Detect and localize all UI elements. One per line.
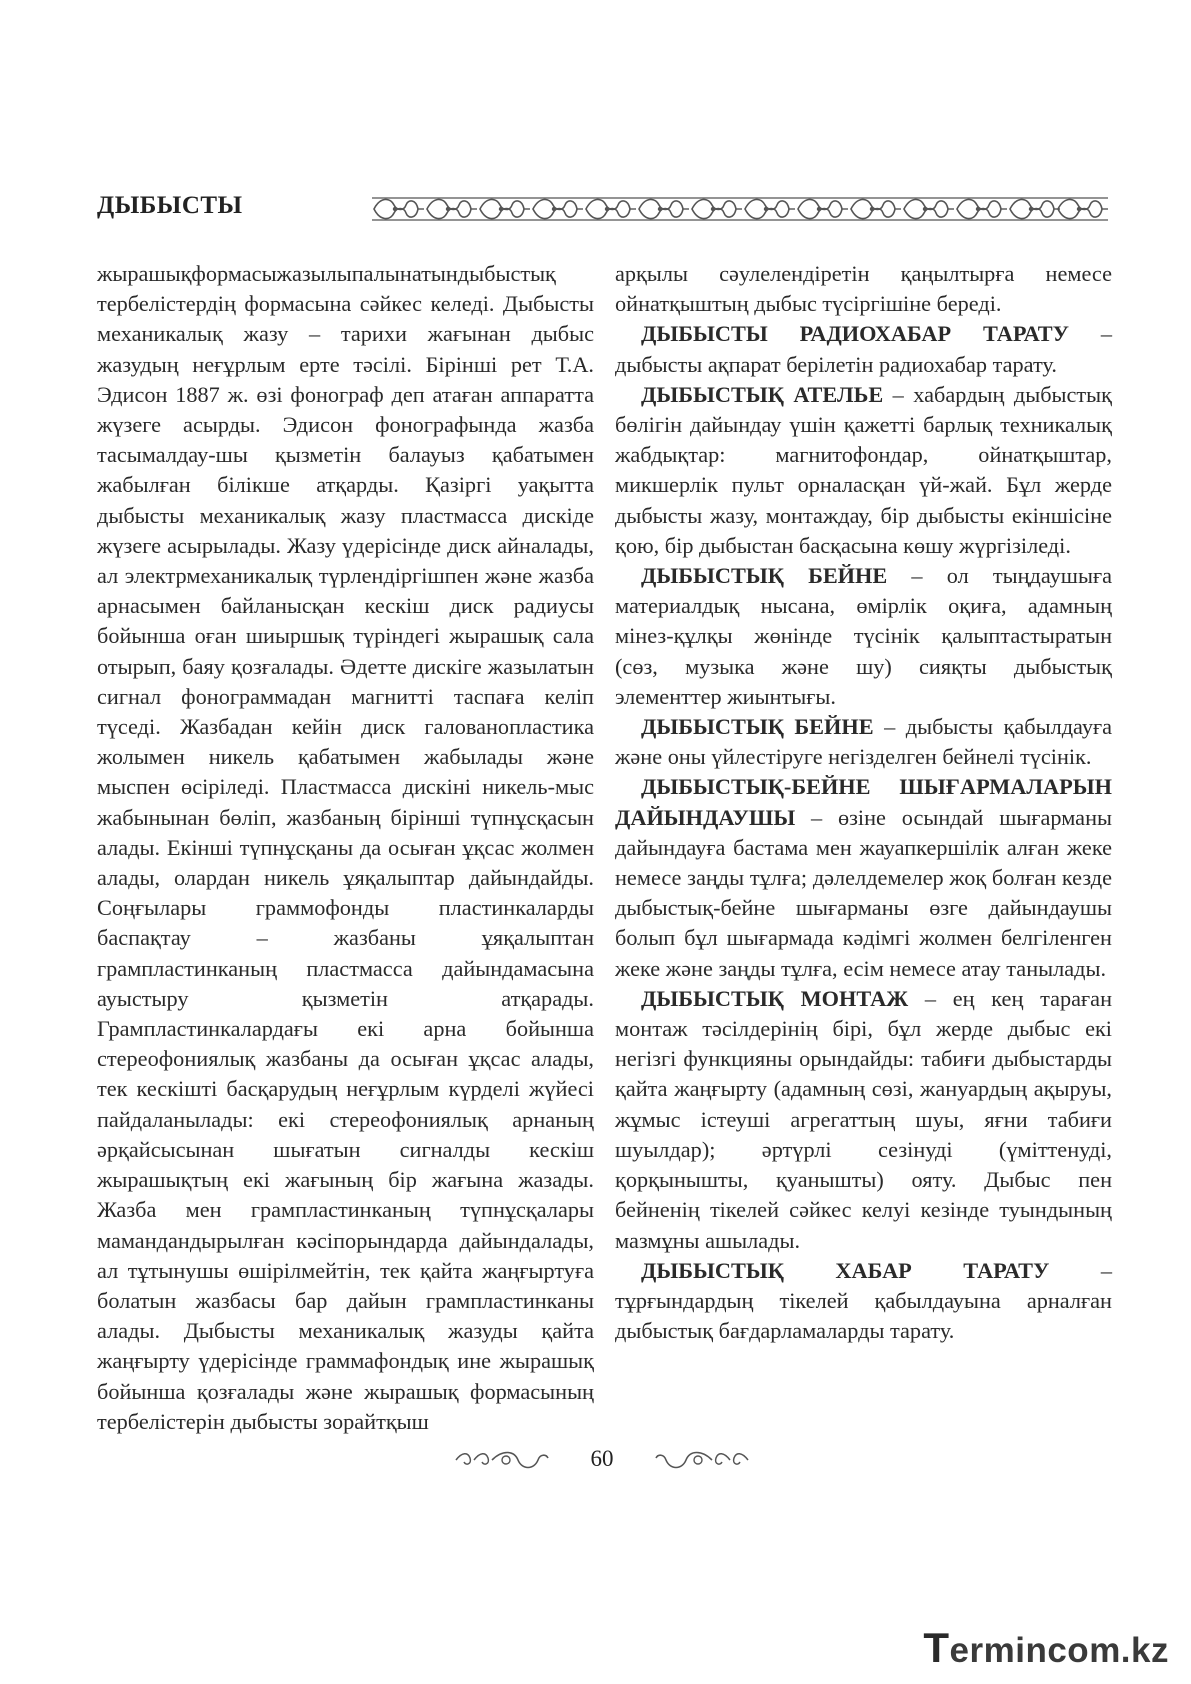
watermark-first-letter: T — [923, 1624, 950, 1671]
scroll-ornament-left-icon — [452, 1448, 552, 1472]
continuation-text: арқылы сәулелендіретін қаңылтырға немесе ойнатқыштың дыбыс түсіргішіне береді. — [615, 261, 1112, 317]
kazakh-ornament-band-icon — [372, 195, 1108, 223]
watermark-text: erminc — [949, 1631, 1068, 1670]
entry-term: ДЫБЫСТЫҚ БЕЙНЕ — [641, 714, 874, 740]
dictionary-entry — [615, 1256, 1112, 1347]
page-footer — [0, 1442, 1191, 1482]
entry-term: ДЫБЫСТЫҚ МОНТАЖ — [641, 985, 909, 1011]
entry-definition: – тұрғындардың тікелей қабылдауына арналған дыбыстық бағдарламаларды тарату. — [615, 1257, 1112, 1344]
entry-definition: – ең кең тараған монтаж тәсілдерінің бірі, бұл жерде дыбыс екі негізгі функцияны орындайды: табиғи дыбыстарды қайта жаңғырту (адамның сөзі, жануардың ақыруы, жұмыс істеуші агрегаттың шуы, яғни табиғи шуылдар); әртүрлі сезінуді (үміттенуді, қорқынышты, қуанышты) ояту. Дыбыс пен бейненің тікелей сәйкес келуі кезінде туындының мазмұны ашылады. — [615, 985, 1112, 1253]
entry-term: ДЫБЫСТЫ РАДИОХАБАР ТАРАТУ — [641, 321, 1069, 347]
dictionary-entry — [615, 984, 1112, 1256]
termincom-watermark — [923, 1624, 1169, 1672]
entry-term: ДЫБЫСТЫҚ БЕЙНЕ — [641, 563, 888, 589]
entry-term: ДЫБЫСТЫҚ ХАБАР ТАРАТУ — [641, 1257, 1050, 1283]
dictionary-entry — [615, 319, 1112, 379]
dictionary-entry — [615, 772, 1112, 983]
entry-term: ДЫБЫСТЫҚ АТЕЛЬЕ — [641, 381, 884, 407]
entry-term: ДЫБЫСТЫҚ-БЕЙНЕ ШЫҒАРМАЛАРЫН ДАЙЫНДАУШЫ — [615, 774, 1112, 830]
scroll-ornament-right-icon — [652, 1448, 752, 1472]
left-column — [97, 259, 594, 1437]
dictionary-entry — [615, 712, 1112, 772]
entry-definition: – өзіне осындай шығарманы дайындауға бастама мен жауапкершілік алған жеке немесе заңды тұлға; дәлелдемелер жоқ болған кезде дыбыстық-бейне шығарманы өзге дайындаушы болып бұл шығармада кәдімгі жолмен белгіленген жеке және заңды тұлға, есім немесе атау танылады. — [615, 804, 1112, 981]
page-number: 60 — [590, 1446, 614, 1471]
watermark-domain: m.kz — [1089, 1631, 1169, 1670]
dictionary-entry — [615, 380, 1112, 561]
right-column — [615, 259, 1112, 1346]
entry-definition: – дыбысты ақпарат берілетін радиохабар тарату. — [615, 321, 1112, 377]
entry-definition: – хабардың дыбыстық бөлігін дайындау үшін қажетті барлық техникалық жабдықтар: магнитофондар, ойнатқыштар, микшерлік пульт орналасқан үй-жай. Бұл жерде дыбысты жазу, монтаждау, бір дыбысты екіншісіне қою, бір дыбыстан басқасына көшу жүргізіледі. — [615, 381, 1112, 558]
entry-definition: – дыбысты қабылдауға және оны үйлестіруге негізделген бейнелі түсінік. — [615, 714, 1113, 770]
running-head: ДЫБЫСТЫ — [97, 192, 243, 219]
dictionary-entry — [615, 561, 1112, 712]
left-column-text: жырашықформасыжазылыпалынатындыбыстық тербелістердің формасына сәйкес келеді. Дыбысты механикалық жазу – тарихи жағынан дыбыс жазудың неғұрлым ерте тәсілі. Бірінші рет Т.А. Эдисон 1887 ж. өзі фонограф деп атаған аппаратта жүзеге асырды. Эдисон фонографында жазба тасымалдау-шы қызметін балауыз қабатымен жабылған білікше атқарды. Қазіргі уақытта дыбысты механикалық жазу пластмасса дискіде жүзеге асырылады. Жазу үдерісінде диск айналады, ал электрмеханикалық түрлендіргішпен және жазба арнасымен байланысқан кескіш диск радиусы бойынша оған шиыршық түріндегі жырашық сала отырып, баяу қозғалады. Әдетте дискіге жазылатын сигнал фонограммадан магнитті таспаға келіп түседі. Жазбадан кейін диск галованопластика жолымен никель қабатымен жабылады және мыспен өсіріледі. Пластмасса дискіні никель-мыс жабынынан бөліп, жазбаның бірінші түпнұсқасын алады. Екінші түпнұсқаны да осыған ұқсас жолмен алады, олардан никель ұяқалыптар дайындайды. Соңғылары граммофонды пластинкаларды баспақтау – жазбаны ұяқалыптан грампластинканың пластмасса дайындамасына ауыстыру қызметін атқарады. Грампластинкалардағы екі арна бойынша стереофониялық жазбаны да осыған ұқсас алады, тек кескішті басқарудың неғұрлым күрделі жүйесі пайдаланылады: екі стереофониялық арнаның әрқайсысынан шығатын сигналды кескіш жырашықтың екі жағының бір жағына жазады. Жазба мен грампластинканың түпнұсқалары мамандандырылған кәсіпорындарда дайындалады, ал тұтынушы өшірілмейтін, тек қайта жаңғыртуға болатын жазбасы бар дайын грампластинканы алады. Дыбысты механикалық жазуды қайта жаңғырту үдерісінде граммафондық ине жырашық бойынша қозғалады және жырашық формасының тербелістерін дыбысты зорайтқыш — [97, 261, 594, 1434]
entry-definition: – ол тыңдаушыға материалдық нысана, өмірлік оқиға, адамның мінез-құлқы жөнінде түсінік қалыптастыратын (сөз, музыка және шу) сияқты дыбыстық элементтер жиынтығы. — [615, 563, 1112, 709]
watermark-o: o — [1067, 1631, 1090, 1670]
